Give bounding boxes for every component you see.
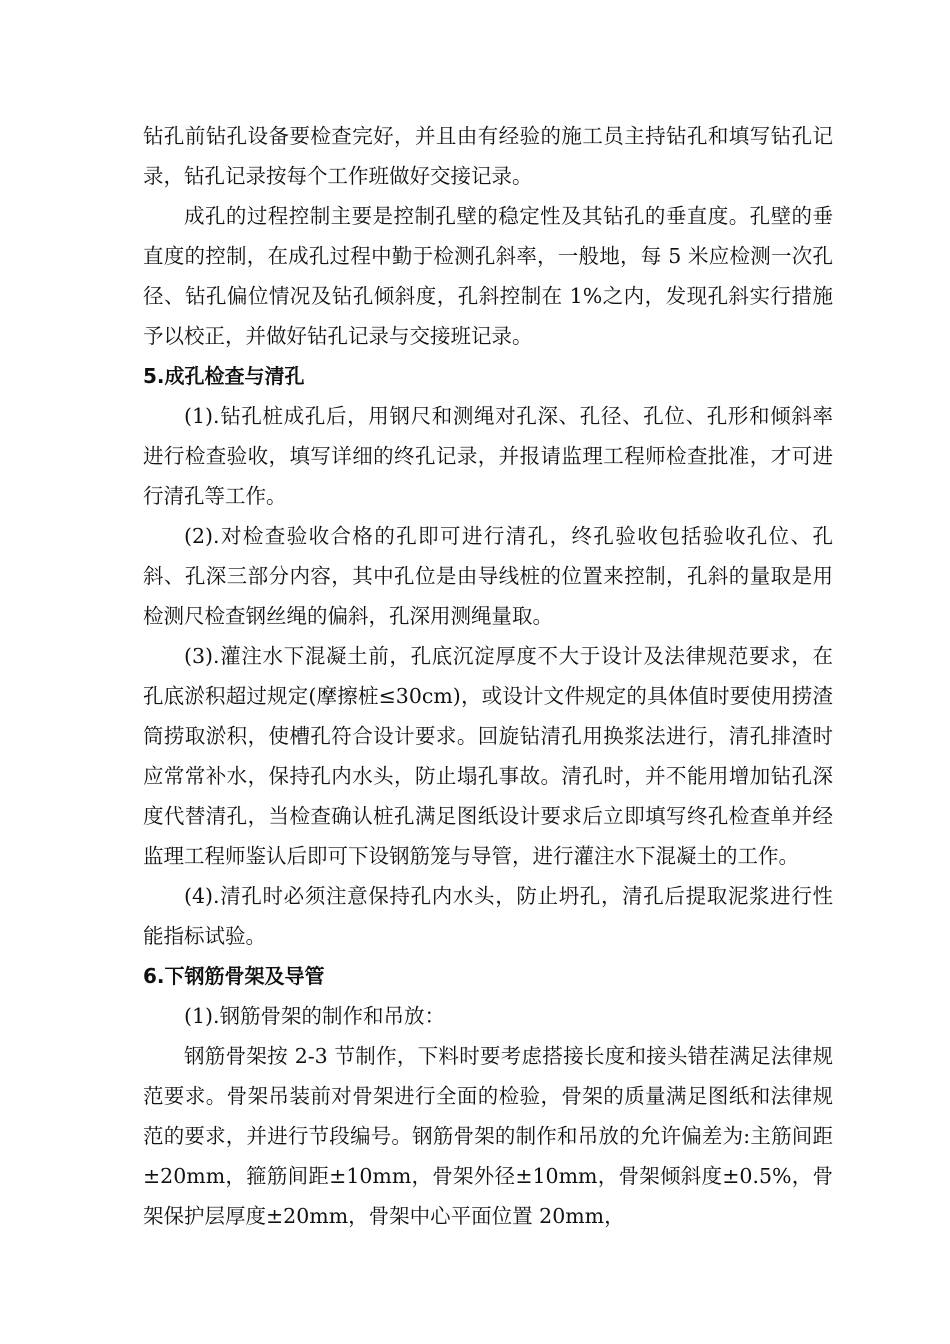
paragraph-5-3: (3).灌注水下混凝土前，孔底沉淀厚度不大于设计及法律规范要求，在孔底淤积超过规定(摩擦桩≤30cm)，或设计文件规定的具体值时要使用捞渣筒捞取淤积，使槽孔符合设计要求。回旋钻清孔用换浆法进行，清孔排渣时应常常补水，保持孔内水头，防止塌孔事故。清孔时，并不能用增加钻孔深度代替清孔，当检查确认桩孔满足图纸设计要求后立即填写终孔检查单并经监理工程师鉴认后即可下设钢筋笼与导管，进行灌注水下混凝土的工作。 xyxy=(143,644,833,868)
section-heading-6: 6.下钢筋骨架及导管 xyxy=(143,964,325,988)
paragraph-5-1: (1).钻孔桩成孔后，用钢尺和测绳对孔深、孔径、孔位、孔形和倾斜率进行检查验收，填写详细的终孔记录，并报请监理工程师检查批准，才可进行清孔等工作。 xyxy=(143,404,833,508)
paragraph-5-2: (2).对检查验收合格的孔即可进行清孔，终孔验收包括验收孔位、孔斜、孔深三部分内容，其中孔位是由导线桩的位置来控制，孔斜的量取是用检测尺检查钢丝绳的偏斜，孔深用测绳量取。 xyxy=(143,524,833,628)
paragraph-hole-process-control: 成孔的过程控制主要是控制孔壁的稳定性及其钻孔的垂直度。孔壁的垂直度的控制，在成孔过程中勤于检测孔斜率，一般地，每 5 米应检测一次孔径、钻孔偏位情况及钻孔倾斜度，孔斜控制在 1%之内，发现孔斜实行措施予以校正，并做好钻孔记录与交接班记录。 xyxy=(143,204,833,348)
paragraph-6-1: (1).钢筋骨架的制作和吊放： xyxy=(184,1004,446,1028)
paragraph-rebar-cage: 钢筋骨架按 2-3 节制作，下料时要考虑搭接长度和接头错茬满足法律规范要求。骨架吊装前对骨架进行全面的检验，骨架的质量满足图纸和法律规范的要求，并进行节段编号。钢筋骨架的制作和吊放的允许偏差为:主筋间距±20mm，箍筋间距±10mm，骨架外径±10mm，骨架倾斜度±0.5%，骨架保护层厚度±20mm，骨架中心平面位置 20mm， xyxy=(143,1044,833,1228)
document-body xyxy=(143,116,833,1236)
paragraph-drilling-equipment: 钻孔前钻孔设备要检查完好，并且由有经验的施工员主持钻孔和填写钻孔记录，钻孔记录按每个工作班做好交接记录。 xyxy=(143,124,833,188)
paragraph-5-4: (4).清孔时必须注意保持孔内水头，防止坍孔，清孔后提取泥浆进行性能指标试验。 xyxy=(143,884,833,948)
section-heading-5: 5.成孔检查与清孔 xyxy=(143,364,305,388)
